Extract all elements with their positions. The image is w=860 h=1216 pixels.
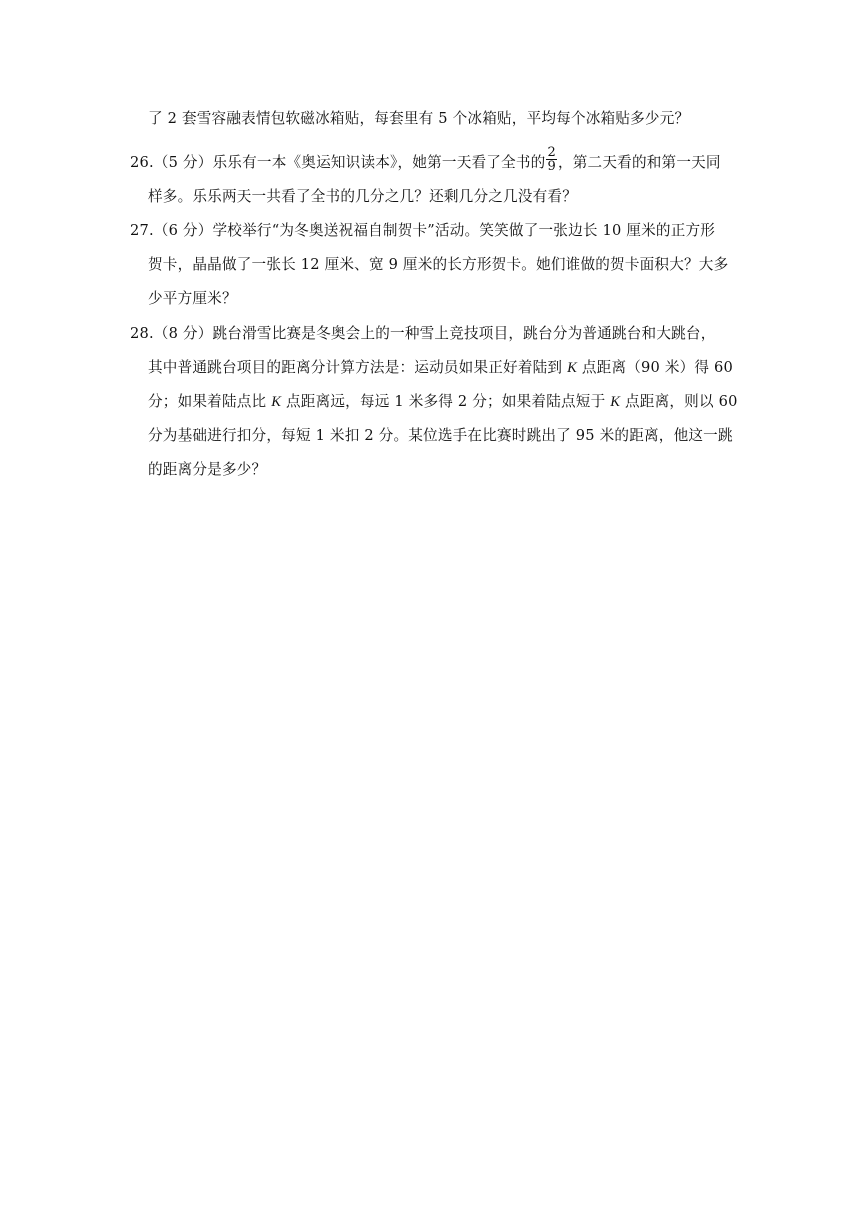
- fraction-denominator: 9: [547, 158, 556, 174]
- k-point-symbol: K: [567, 360, 578, 376]
- q28-l2-a: 其中普通跳台项目的距离分计算方法是：运动员如果正好着陆到: [148, 359, 568, 376]
- k-point-symbol: K: [610, 394, 621, 410]
- q27-line-3: 少平方厘米？: [148, 290, 237, 307]
- q28-l3-b: 点距离远，每远 1 米多得 2 分；如果着陆点短于: [281, 393, 611, 410]
- q27-line-1: 27.（6 分）学校举行“为冬奥送祝福自制贺卡”活动。笑笑做了一张边长 10 厘米的正方形: [130, 222, 716, 239]
- q25-continuation: 了 2 套雪容融表情包软磁冰箱贴，每套里有 5 个冰箱贴，平均每个冰箱贴多少元？: [148, 110, 690, 127]
- q26-line-1: [130, 144, 721, 174]
- q26-text-b: ，第二天看的和第一天同: [557, 154, 721, 171]
- q28-line-3: [148, 392, 738, 412]
- fraction-two-ninths: [546, 146, 556, 173]
- q26-text-a: 26.（5 分）乐乐有一本《奥运知识读本》，她第一天看了全书的: [130, 154, 546, 171]
- q28-line-1: 28.（8 分）跳台滑雪比赛是冬奥会上的一种雪上竞技项目，跳台分为普通跳台和大跳台，: [130, 325, 716, 342]
- q28-line-2: [148, 358, 733, 378]
- fraction-numerator: 2: [547, 144, 556, 160]
- q26-line-2: 样多。乐乐两天一共看了全书的几分之几？还剩几分之几没有看？: [148, 188, 578, 205]
- k-point-symbol: K: [271, 394, 282, 410]
- q28-l3-c: 点距离，则以 60: [620, 393, 738, 410]
- q28-l2-b: 点距离（90 米）得 60: [577, 359, 734, 376]
- q28-line-5: 的距离分是多少？: [148, 461, 267, 478]
- q27-line-2: 贺卡，晶晶做了一张长 12 厘米、宽 9 厘米的长方形贺卡。她们谁做的贺卡面积大？大多: [148, 256, 729, 273]
- q28-l3-a: 分；如果着陆点比: [148, 393, 272, 410]
- q28-line-4: 分为基础进行扣分，每短 1 米扣 2 分。某位选手在比赛时跳出了 95 米的距离，他这一跳: [148, 427, 733, 444]
